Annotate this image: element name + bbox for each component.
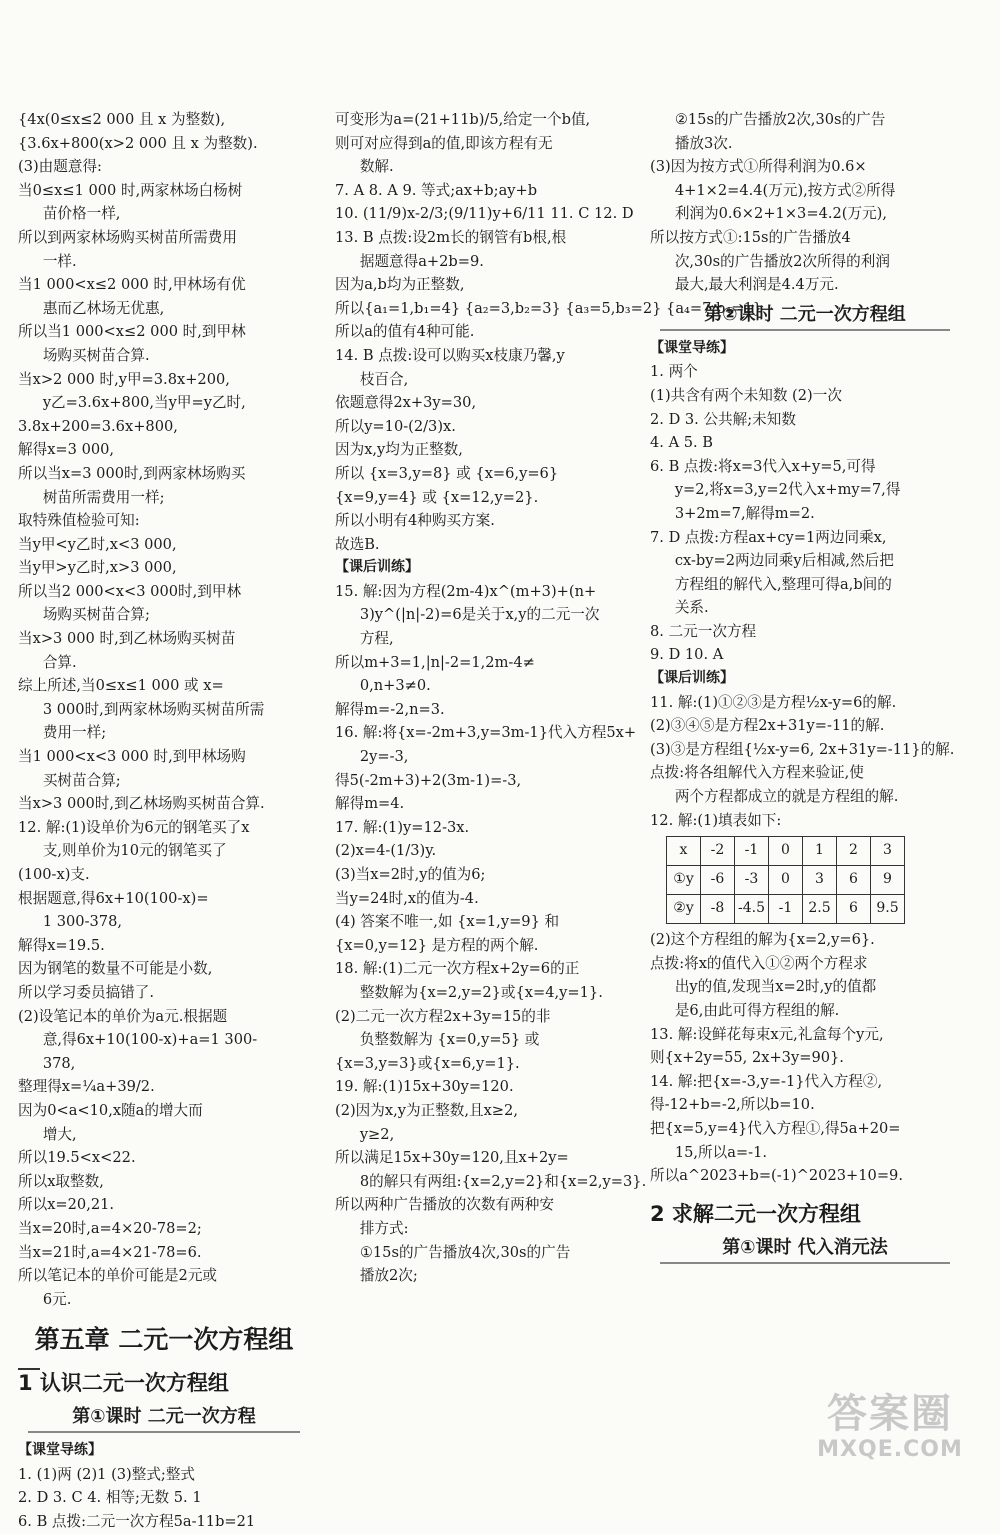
text-line: 7. A 8. A 9. 等式;ax+b;ay+b (335, 181, 538, 199)
text-line: 解得m=-2,n=3. (335, 700, 445, 718)
col1-lines (18, 108, 310, 1311)
right-column (650, 108, 960, 1270)
text-line: 苗价格一样, (42, 205, 121, 223)
text-line: 取特殊值检验可知: (18, 512, 140, 530)
table-cell: -2 (701, 837, 735, 866)
text-line: 8的解只有两组:{x=2,y=2}和{x=2,y=3}. (359, 1172, 647, 1190)
text-line: (3)因为按方式①所得利润为0.6× (650, 158, 867, 176)
text-line: 9. D 10. A (650, 646, 724, 664)
value-table (666, 836, 905, 924)
table-cell: x (667, 837, 701, 866)
section-title-2: 2 求解二元一次方程组 (650, 1201, 861, 1226)
text-line: 所以x=20,21. (18, 1196, 115, 1214)
lesson-title-1: 第①课时 二元一次方程 (28, 1403, 300, 1433)
text-line: (2)这个方程组的解为{x=2,y=6}. (650, 931, 875, 949)
text-line: 最大,最大利润是4.4万元. (674, 276, 839, 294)
chapter-title: 第五章 二元一次方程组 (34, 1325, 294, 1355)
text-line: 综上所述,当0≤x≤1 000 或 x= (18, 677, 224, 695)
text-line: 则可对应得到a的值,即该方程有无 (335, 134, 553, 152)
table-cell: ②y (667, 895, 701, 924)
text-line: 合算. (42, 653, 77, 671)
text-line: (2)设笔记本的单价为a元.根据题 (18, 1007, 228, 1025)
text-line: 2. D 3. C 4. 相等;无数 5. 1 (18, 1489, 202, 1507)
text-line: 所以小明有4种购买方案. (335, 512, 495, 530)
text-line: 惠而乙林场无优惠, (42, 299, 165, 317)
text-line: 播放3次. (674, 134, 733, 152)
text-line: 当y甲<y乙时,x<3 000, (18, 535, 177, 553)
table-cell: -8 (701, 895, 735, 924)
watermark-text: 答案圈 (827, 1391, 953, 1437)
text-line: 意,得6x+10(100-x)+a=1 300- (42, 1031, 258, 1049)
text-line: 当1 000<x<3 000 时,到甲林场购 (18, 748, 246, 766)
text-line: 【课堂导练】 (650, 339, 734, 356)
text-line: (1)共含有两个未知数 (2)一次 (650, 386, 842, 404)
text-line: 18. 解:(1)二元一次方程x+2y=6的正 (335, 960, 580, 978)
text-line: 买树苗合算; (42, 771, 121, 789)
text-line: (2)③④⑤是方程2x+31y=-11的解. (650, 717, 885, 735)
table-cell: 1 (803, 837, 837, 866)
text-line: 15. 解:因为方程(2m-4)x^(m+3)+(n+ (335, 582, 597, 600)
col3-mid (650, 337, 960, 832)
text-line: 3)y^(|n|-2)=6是关于x,y的二元一次 (359, 606, 600, 624)
text-line: {x=0,y=12} 是方程的两个解. (335, 936, 539, 954)
text-line: 依题意得2x+3y=30, (335, 394, 477, 412)
text-line: 得5(-2m+3)+2(3m-1)=-3, (335, 771, 522, 789)
text-line: (2)x=4-(1/3)y. (335, 842, 437, 860)
text-line: {4x(0≤x≤2 000 且 x 为整数), (18, 111, 226, 128)
text-line: 所以当2 000<x<3 000时,到甲林 (18, 582, 242, 600)
text-line: 【课堂导练】 (18, 1442, 102, 1459)
text-line: y乙=3.6x+800,当y甲=y乙时, (42, 394, 246, 412)
text-line: 2y=-3, (359, 748, 409, 766)
text-line: {x=3,y=3}或{x=6,y=1}. (335, 1054, 520, 1072)
text-line: 增大, (42, 1125, 77, 1143)
text-line: (3)当x=2时,y的值为6; (335, 866, 486, 883)
text-line: y=2,将x=3,y=2代入x+my=7,得 (674, 481, 901, 499)
text-line: (3)③是方程组{½x-y=6, 2x+31y=-11}的解. (650, 740, 955, 758)
text-line: 所以x取整数, (18, 1172, 104, 1190)
text-line: 因为0<a<10,x随a的增大而 (18, 1101, 203, 1119)
text-line: 场购买树苗合算; (42, 606, 150, 624)
table-row (667, 837, 905, 866)
text-line: 播放2次; (359, 1267, 418, 1285)
table-row (667, 895, 905, 924)
text-line: y≥2, (359, 1125, 395, 1143)
text-line: 378, (42, 1054, 76, 1072)
table-cell: 9 (871, 866, 905, 895)
text-line: 11. 解:(1)①②③是方程½x-y=6的解. (650, 693, 897, 711)
table-cell: 0 (769, 837, 803, 866)
lesson-title-2: 第②课时 二元一次方程组 (660, 301, 950, 331)
text-line: 当x>2 000 时,y甲=3.8x+200, (18, 370, 230, 388)
text-line: 所以a^2023+b=(-1)^2023+10=9. (650, 1167, 903, 1185)
text-line: ①15s的广告播放4次,30s的广告 (359, 1243, 571, 1261)
text-line: 把{x=5,y=4}代入方程①,得5a+20= (650, 1119, 901, 1137)
table-cell: -1 (769, 895, 803, 924)
text-line: 方程组的解代入,整理可得a,b间的 (674, 575, 892, 593)
text-line: 当y=24时,x的值为-4. (335, 889, 479, 907)
watermark-url: MXQE.COM (817, 1437, 963, 1462)
text-line: 【课后训练】 (335, 559, 419, 576)
text-line: 解得x=19.5. (18, 936, 105, 954)
text-line: 4+1×2=4.4(万元),按方式②所得 (674, 181, 896, 199)
text-line: (3)由题意得: (18, 158, 102, 176)
text-line: {3.6x+800(x>2 000 且 x 为整数). (18, 134, 258, 152)
col1-tail (18, 1439, 310, 1533)
text-line: 当0≤x≤1 000 时,两家林场白杨树 (18, 181, 243, 199)
text-line: 场购买树苗合算. (42, 346, 150, 364)
text-line: 得-12+b=-2,所以b=10. (650, 1096, 815, 1114)
text-line: 据题意得a+2b=9. (359, 252, 484, 270)
text-line: 所以两种广告播放的次数有两种安 (335, 1196, 554, 1214)
text-line: 1. 两个 (650, 363, 698, 381)
table-cell: -1 (735, 837, 769, 866)
text-line: 7. D 点拨:方程ax+cy=1两边同乘x, (650, 528, 887, 546)
lesson-title-3: 第①课时 代入消元法 (660, 1234, 950, 1264)
text-line: 因为a,b均为正整数, (335, 276, 465, 294)
text-line: 3.8x+200=3.6x+800, (18, 417, 178, 435)
text-line: 当x=21时,a=4×21-78=6. (18, 1243, 202, 1261)
text-line: 因为钢笔的数量不可能是小数, (18, 960, 213, 978)
table-cell: 3 (871, 837, 905, 866)
text-line: 费用一样; (42, 724, 107, 742)
text-line: 所以学习委员搞错了. (18, 983, 154, 1001)
text-line: 则{x+2y=55, 2x+3y=90}. (650, 1049, 844, 1067)
text-line: 14. 解:把{x=-3,y=-1}代入方程②, (650, 1072, 883, 1090)
text-line: 点拨:将x的值代入①②两个方程求 (650, 954, 868, 972)
table-row (667, 866, 905, 895)
text-line: 负整数解为 {x=0,y=5} 或 (359, 1031, 540, 1049)
text-line: 当y甲>y乙时,x>3 000, (18, 559, 177, 577)
text-line: 可变形为a=(21+11b)/5,给定一个b值, (335, 111, 591, 128)
col3-lines (650, 108, 960, 297)
text-line: 因为x,y均为正整数, (335, 441, 463, 459)
text-line: 利润为0.6×2+1×3=4.2(万元), (674, 205, 887, 223)
table-cell: 2.5 (803, 895, 837, 924)
text-line: 所以当x=3 000时,到两家林场购买 (18, 464, 246, 482)
text-line: 8. 二元一次方程 (650, 622, 757, 640)
text-line: 12. 解:(1)设单价为6元的钢笔买了x (18, 818, 250, 836)
text-line: 所以满足15x+30y=120,且x+2y= (335, 1149, 569, 1167)
text-line: 13. 解:设鲜花每束x元,礼盒每个y元, (650, 1025, 884, 1043)
table-cell: ①y (667, 866, 701, 895)
text-line: 所以按方式①:15s的广告播放4 (650, 228, 851, 246)
text-line: 6. B 点拨:二元一次方程5a-11b=21 (18, 1513, 256, 1531)
text-line: 1 300-378, (42, 913, 123, 931)
section-title-1: 1 认识二元一次方程组 (18, 1371, 229, 1396)
text-line: ②15s的广告播放2次,30s的广告 (674, 111, 886, 128)
table-cell: -6 (701, 866, 735, 895)
text-line: 关系. (674, 599, 709, 617)
text-line: 所以到两家林场购买树苗所需费用 (18, 228, 237, 246)
table-cell: 2 (837, 837, 871, 866)
text-line: 当x>3 000时,到乙林场购买树苗合算. (18, 795, 265, 813)
table-cell: 6 (837, 895, 871, 924)
text-line: 15,所以a=-1. (674, 1143, 767, 1161)
text-line: (2)二元一次方程2x+3y=15的非 (335, 1007, 551, 1025)
text-line: 16. 解:将{x=-2m+3,y=3m-1}代入方程5x+ (335, 724, 637, 742)
text-line: 排方式: (359, 1219, 409, 1237)
text-line: 根据题意,得6x+10(100-x)= (18, 889, 209, 907)
text-line: 14. B 点拨:设可以购买x枝康乃馨,y (335, 346, 565, 364)
table-cell: 9.5 (871, 895, 905, 924)
text-line: 6. B 点拨:将x=3代入x+y=5,可得 (650, 457, 876, 475)
text-line: 所以y=10-(2/3)x. (335, 417, 456, 435)
text-line: 所以 {x=3,y=8} 或 {x=6,y=6} (335, 464, 559, 482)
text-line: 解得x=3 000, (18, 441, 115, 459)
text-line: 所以19.5<x<22. (18, 1149, 136, 1167)
text-line: 两个方程都成立的就是方程组的解. (674, 788, 899, 806)
text-line: 所以a的值有4种可能. (335, 323, 475, 341)
text-line: 12. 解:(1)填表如下: (650, 811, 782, 829)
text-line: 所以笔记本的单价可能是2元或 (18, 1267, 218, 1285)
text-line: 所以当1 000<x≤2 000 时,到甲林 (18, 323, 246, 341)
text-line: cx-by=2两边同乘y后相减,然后把 (674, 552, 894, 570)
text-line: 所以{a₁=1,b₁=4} {a₂=3,b₂=3} {a₃=5,b₃=2} {a₄=7,b₄=1} (335, 299, 763, 317)
text-line: 1. (1)两 (2)1 (3)整式;整式 (18, 1465, 196, 1483)
text-line: 17. 解:(1)y=12-3x. (335, 818, 470, 836)
table-cell: -3 (735, 866, 769, 895)
text-line: 13. B 点拨:设2m长的钢管有b根,根 (335, 228, 567, 246)
text-line: 一样. (42, 252, 77, 270)
text-line: 2. D 3. 公共解;未知数 (650, 410, 796, 428)
text-line: (100-x)支. (18, 866, 90, 883)
text-line: 整理得x=¼a+39/2. (18, 1078, 155, 1096)
text-line: 4. A 5. B (650, 434, 714, 452)
col3-after-table (650, 928, 960, 1188)
text-line: 树苗所需费用一样; (42, 488, 165, 506)
text-line: (2)因为x,y为正整数,且x≥2, (335, 1101, 518, 1119)
text-line: 当x>3 000 时,到乙林场购买树苗 (18, 630, 236, 648)
text-line: 10. (11/9)x-2/3;(9/11)y+6/11 11. C 12. D (335, 205, 634, 223)
text-line: 6元. (42, 1290, 72, 1308)
text-line: 故选B. (335, 535, 380, 553)
text-line: 整数解为{x=2,y=2}或{x=4,y=1}. (359, 983, 603, 1001)
text-line: 次,30s的广告播放2次所得的利润 (674, 252, 890, 270)
text-line: 0,n+3≠0. (359, 677, 431, 695)
text-line: 是6,由此可得方程组的解. (674, 1002, 840, 1019)
text-line: 出y的值,发现当x=2时,y的值都 (674, 978, 877, 996)
table-cell: 3 (803, 866, 837, 895)
table-cell: 6 (837, 866, 871, 895)
text-line: 数解. (359, 158, 394, 176)
text-line: 当x=20时,a=4×20-78=2; (18, 1219, 202, 1237)
footer-rule (18, 1368, 40, 1370)
text-line: 3+2m=7,解得m=2. (674, 504, 815, 522)
text-line: 方程, (359, 630, 394, 648)
text-line: 3 000时,到两家林场购买树苗所需 (42, 700, 265, 718)
watermark-logo (800, 1391, 980, 1471)
text-line: 所以m+3=1,|n|-2=1,2m-4≠ (335, 653, 535, 671)
text-line: 【课后训练】 (650, 670, 734, 687)
text-line: 支,则单价为10元的钢笔买了 (42, 842, 227, 860)
table-cell: 0 (769, 866, 803, 895)
text-line: 当1 000<x≤2 000 时,甲林场有优 (18, 276, 246, 294)
text-line: 点拨:将各组解代入方程来验证,使 (650, 764, 864, 782)
text-line: 枝百合, (359, 370, 409, 388)
text-line: 19. 解:(1)15x+30y=120. (335, 1078, 514, 1096)
text-line: 解得m=4. (335, 795, 405, 813)
left-column (18, 108, 310, 1534)
text-line: {x=9,y=4} 或 {x=12,y=2}. (335, 488, 539, 506)
text-line: (4) 答案不唯一,如 {x=1,y=9} 和 (335, 913, 560, 931)
table-cell: -4.5 (735, 895, 769, 924)
